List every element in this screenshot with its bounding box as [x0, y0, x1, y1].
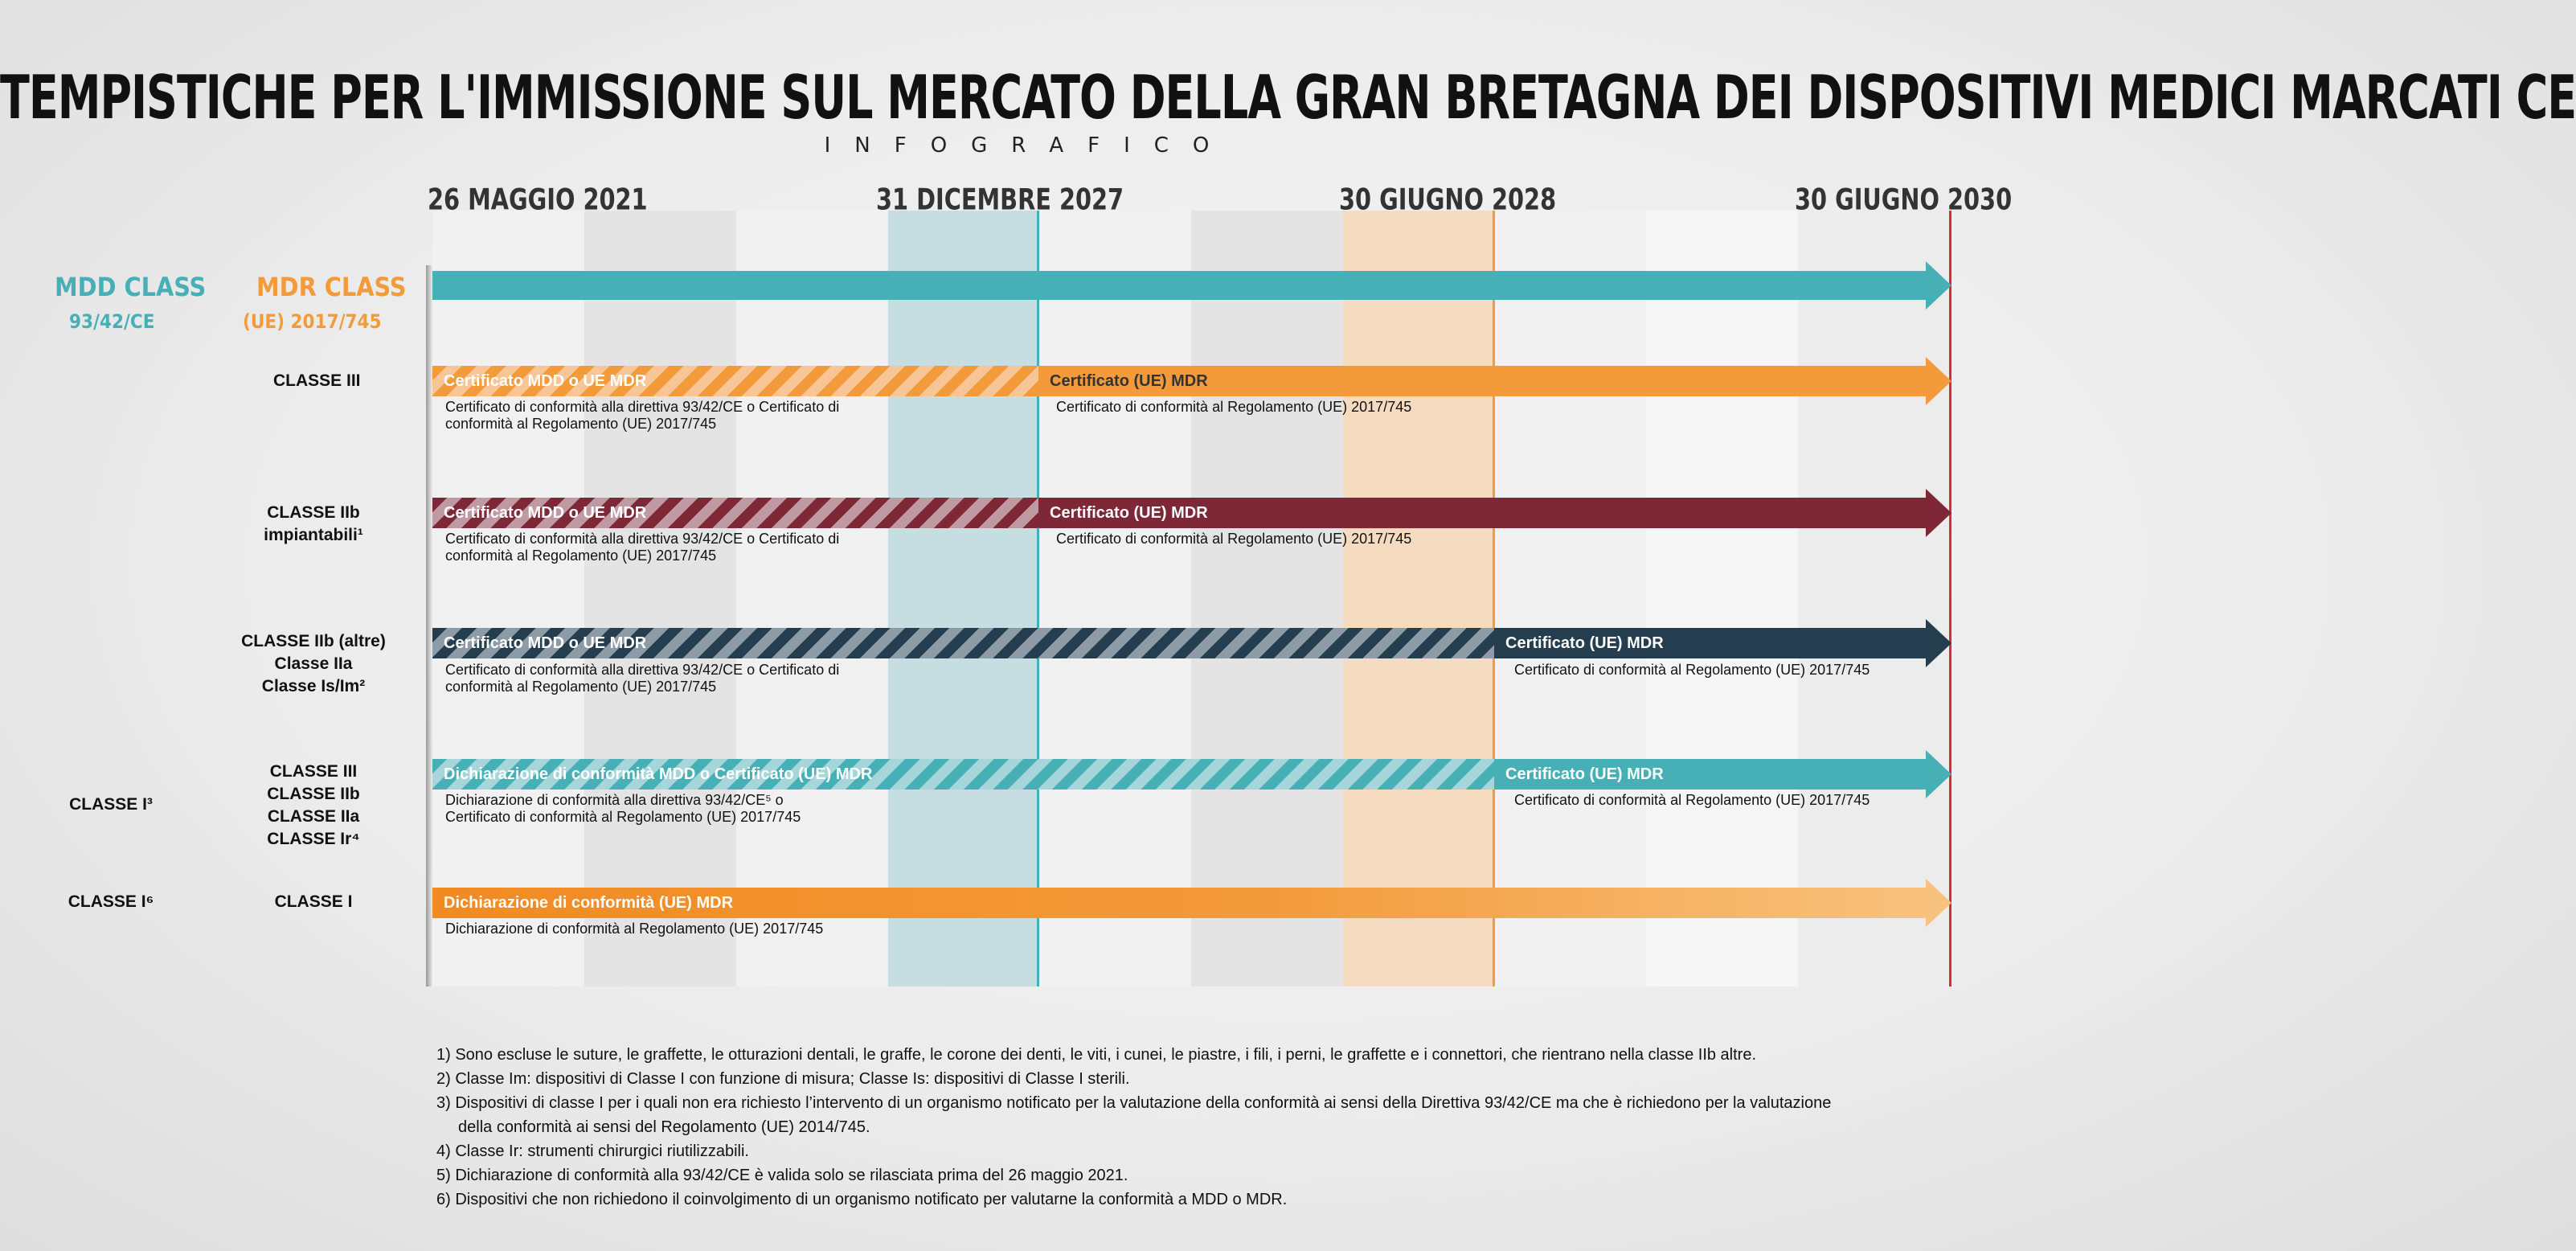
footnotes [436, 1043, 1964, 1212]
desc-line: Certificato di conformità alla direttiva 93/42/CE o Certificato di [445, 531, 840, 547]
desc-line: Dichiarazione di conformità alla direttiva 93/42/CE⁵ o [445, 792, 784, 808]
phase2-description [1056, 531, 1411, 548]
timeline-column [1646, 211, 1798, 986]
phase2-label: Certificato (UE) MDR [1505, 765, 1664, 783]
start-line-2021 [426, 265, 432, 986]
timeline-column [432, 211, 584, 986]
arrowhead [1926, 357, 1951, 405]
arrowhead [1926, 261, 1951, 310]
phase2-bar [1038, 366, 1929, 396]
date-label-start: 26 MAGGIO 2021 [428, 182, 648, 217]
class-line: CLASSE IIa [267, 807, 360, 826]
phase1-bar [432, 628, 1494, 658]
footnote: 1) Sono escluse le suture, le graffette, le otturazioni dentali, le graffe, le corone dei denti, le viti, i cunei, le piastre, i fili, i perni, le graffette e i connettori, che rientrano nella classe IIb altre. [436, 1046, 1757, 1064]
class-line: CLASSE IIb [267, 503, 360, 522]
phase2-label: Certificato (UE) MDR [1505, 634, 1664, 652]
desc-line: Certificato di conformità al Regolamento (UE) 2017/745 [445, 809, 801, 825]
transition-band-2027 [888, 211, 1039, 986]
phase1-description [445, 531, 839, 564]
desc-line: Certificato di conformità alla direttiva 93/42/CE o Certificato di [445, 662, 840, 678]
timeline-column [1039, 211, 1191, 986]
phase2-description [1514, 662, 1870, 679]
desc-line: Certificato di conformità al Regolamento (UE) 2017/745 [1056, 399, 1412, 415]
date-label-2028: 30 GIUGNO 2028 [1339, 182, 1557, 217]
footnote: 3) Dispositivi di classe I per i quali non era richiesto l’intervento di un organismo notificato per la valutazione della conformità ai sensi della Direttiva 93/42/CE ma che è richiedono per la valutazione [436, 1094, 1832, 1112]
footnote: 5) Dichiarazione di conformità alla 93/42/CE è valida solo se rilasciata prima del 26 maggio 2021. [436, 1167, 1128, 1184]
transition-band-2028 [1343, 211, 1494, 986]
class-line: CLASSE IIb [267, 785, 360, 803]
desc-line: Certificato di conformità alla direttiva 93/42/CE o Certificato di [445, 399, 840, 415]
phase1-bar [432, 888, 1929, 918]
page-title: TEMPISTICHE PER L'IMMISSIONE SUL MERCATO DELLA GRAN BRETAGNA DEI DISPOSITIVI MEDICI MARCATI CE [0, 63, 2576, 133]
footnote-continuation: della conformità ai sensi del Regolamento (UE) 2014/745. [458, 1118, 870, 1136]
phase2-description [1514, 792, 1870, 809]
phase1-bar [432, 759, 1494, 790]
deadline-line-2028 [1493, 211, 1495, 986]
phase1-description [445, 921, 823, 937]
phase2-bar [1038, 498, 1929, 528]
arrowhead [1926, 489, 1951, 537]
phase2-description [1056, 399, 1411, 416]
timeline-column [1494, 211, 1646, 986]
phase2-label: Certificato (UE) MDR [1050, 371, 1208, 390]
arrowhead [1926, 879, 1951, 927]
mdd-class-label: CLASSE I⁶ [68, 892, 154, 911]
class-line: impiantabili¹ [264, 526, 363, 544]
phase1-description [445, 399, 839, 433]
desc-line: conformità al Regolamento (UE) 2017/745 [445, 548, 717, 564]
mdr-class-label: CLASSE III [273, 371, 361, 390]
timeline-column [1191, 211, 1343, 986]
mdd-class-label: CLASSE I³ [69, 795, 153, 814]
footnote: 2) Classe Im: dispositivi di Classe I con funzione di misura; Classe Is: dispositivi di Classe I sterili. [436, 1070, 1130, 1088]
legend-mdd-title: MDD CLASS [55, 272, 207, 302]
phase1-description [445, 662, 839, 695]
mdr-class-label: CLASSE I [274, 892, 353, 911]
legend-mdr-title: MDR CLASS [256, 272, 407, 302]
class-line: CLASSE Ir⁴ [267, 830, 360, 848]
desc-line: conformità al Regolamento (UE) 2017/745 [445, 679, 717, 695]
phase1-label: Dichiarazione di conformità MDD o Certificato (UE) MDR [444, 765, 873, 783]
class-line: CLASSE III [269, 762, 358, 781]
timeline-column [736, 211, 888, 986]
mdr-class-label [257, 761, 370, 851]
date-label-end: 30 GIUGNO 2030 [1795, 182, 2013, 217]
class-line: Classe Is/Im² [261, 677, 366, 695]
arrowhead [1926, 619, 1951, 667]
footnote: 4) Classe Ir: strumenti chirurgici riutilizzabili. [436, 1142, 749, 1160]
timeline-column [584, 211, 736, 986]
phase2-bar [1494, 759, 1929, 790]
phase2-bar [1494, 628, 1929, 658]
date-label-2027: 31 DICEMBRE 2027 [876, 182, 1124, 217]
desc-line: Dichiarazione di conformità al Regolamento (UE) 2017/745 [445, 921, 824, 937]
class-line: Classe IIa [274, 654, 353, 673]
end-line-2030 [1949, 211, 1951, 986]
phase1-label: Dichiarazione di conformità (UE) MDR [444, 893, 734, 912]
phase1-description [445, 792, 801, 826]
phase1-bar [432, 366, 1038, 396]
phase1-bar [432, 498, 1038, 528]
mdr-class-label [249, 502, 378, 547]
legend-mdd-sub: 93/42/CE [69, 310, 155, 333]
phase1-label: Certificato MDD o UE MDR [444, 634, 647, 652]
desc-line: Certificato di conformità al Regolamento (UE) 2017/745 [1056, 531, 1412, 547]
page-subtitle: INFOGRAFICO [824, 133, 1234, 158]
desc-line: conformità al Regolamento (UE) 2017/745 [445, 416, 717, 432]
legend-mdr-sub: (UE) 2017/745 [243, 310, 382, 333]
footnote: 6) Dispositivi che non richiedono il coinvolgimento di un organismo notificato per valutarne la conformità a MDD o MDR. [436, 1191, 1288, 1208]
deadline-line-2027 [1037, 211, 1039, 986]
phase1-label: Certificato MDD o UE MDR [444, 503, 647, 522]
arrowhead [1926, 750, 1951, 798]
phase2-label: Certificato (UE) MDR [1050, 503, 1208, 522]
desc-line: Certificato di conformità al Regolamento (UE) 2017/745 [1514, 792, 1870, 808]
timeline-arrow [432, 271, 1929, 300]
timeline-column [1798, 211, 1950, 986]
phase1-label: Certificato MDD o UE MDR [444, 371, 647, 390]
class-line: CLASSE IIb (altre) [241, 632, 386, 650]
mdr-class-label [233, 630, 394, 698]
desc-line: Certificato di conformità al Regolamento (UE) 2017/745 [1514, 662, 1870, 678]
